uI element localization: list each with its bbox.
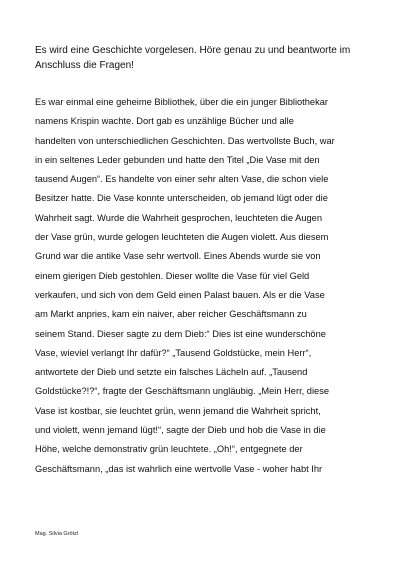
story-line: seinem Stand. Dieser sagte zu dem Dieb:“ Dies ist eine wunderschöne: [35, 328, 326, 339]
story-line: am Markt anpries, kam ein naiver, aber reicher Geschäftsmann zu: [35, 309, 307, 320]
story-line: und violett, wenn jemand lügt!“, sagte der Dieb und hob die Vase in die: [35, 425, 326, 436]
story-line: verkaufen, und sich von dem Geld einen Palast bauen. Als er die Vase: [35, 289, 325, 300]
story-line: Vase ist kostbar, sie leuchtet grün, wenn jemand die Wahrheit spricht,: [35, 405, 321, 416]
story-line: namens Krispin wachte. Dort gab es unzählige Bücher und alle: [35, 116, 294, 127]
story-line: einem gierigen Dieb gestohlen. Dieser wollte die Vase für viel Geld: [35, 270, 310, 281]
story-line: antwortete der Dieb und setzte ein falsches Lächeln auf. „Tausend: [35, 367, 308, 378]
story-line: in ein seltenes Leder gebunden und hatte den Titel „Die Vase mit den: [35, 154, 320, 165]
story-line: Wahrheit sagt. Wurde die Wahrheit gesprochen, leuchteten die Augen: [35, 212, 323, 223]
story-text: [35, 93, 380, 479]
story-line: Goldstücke?!?“, fragte der Geschäftsmann ungläubig. „Mein Herr, diese: [35, 386, 330, 397]
story-line: Höhe, welche demonstrativ grün leuchtete. „Oh!“, entgegnete der: [35, 444, 303, 455]
story-line: der Vase grün, wurde gelogen leuchteten die Augen violett. Aus diesem: [35, 232, 329, 243]
story-line: tausend Augen“. Es handelte von einer sehr alten Vase, die schon viele: [35, 174, 329, 185]
instruction-line: Anschluss die Fragen!: [35, 60, 134, 71]
story-line: Es war einmal eine geheime Bibliothek, über die ein junger Bibliothekar: [35, 97, 329, 107]
story-line: Besitzer hatte. Die Vase konnte unterscheiden, ob jemand lügt oder die: [35, 193, 328, 204]
story-line: Vase, wieviel verlangt Ihr dafür?“ „Tausend Goldstücke, mein Herr“,: [35, 347, 312, 358]
footer-author: Mag. Silvia Grötzl: [35, 531, 79, 537]
instruction-text: [35, 43, 375, 73]
story-line: handelten von unterschiedlichen Geschichten. Das wertvollste Buch, war: [35, 135, 335, 146]
story-line: Grund war die antike Vase sehr wertvoll. Eines Abends wurde sie von: [35, 251, 321, 262]
instruction-line: Es wird eine Geschichte vorgelesen. Höre genau zu und beantworte im: [35, 45, 351, 56]
story-line: Geschäftsmann, „das ist wahrlich eine wertvolle Vase - woher habt Ihr: [35, 463, 323, 474]
